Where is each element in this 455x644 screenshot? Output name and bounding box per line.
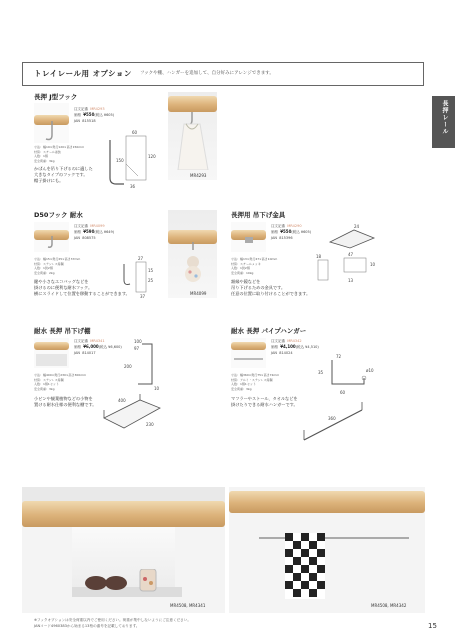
product-thumbnail (231, 338, 266, 368)
svg-text:24: 24 (354, 224, 360, 229)
product-title: 長押 J型フック (34, 93, 78, 101)
hanger-isometric-drawing (300, 400, 380, 444)
svg-text:97: 97 (134, 346, 140, 351)
hanger-clip-icon (243, 237, 255, 247)
product-thumbnail (34, 222, 69, 252)
svg-text:27: 27 (138, 256, 144, 261)
svg-text:35: 35 (318, 370, 324, 375)
svg-text:360: 360 (328, 416, 336, 421)
dimension-drawing (118, 256, 162, 300)
hook-icon (42, 121, 62, 143)
page-subtitle: フックや棚、ハンガーを追加して、自分好みにアレンジできます。 (140, 71, 274, 76)
product-thumbnail (34, 338, 69, 368)
product-notes: 寸法：幅19×奥行120×高さ150mm 材質：スチール塗装 入数：1個 安全荷重：3kg (34, 145, 85, 163)
svg-text:47: 47 (348, 252, 354, 257)
product-spec: 注文記番 MR4290 価格 ¥550(税込 ¥605) JAN 815396 (271, 224, 312, 240)
product-description: 鍵や小さなエコバッグなどを 掛けるのに便利な耐水フック。 横にスライドして位置を移動することができます。 (34, 279, 130, 297)
product-title: 長押用 吊下げ金具 (231, 211, 286, 219)
footnotes: ※フックオプションは安全荷重以内でご使用ください。荷重が集中しないようにご注意ください。 JANコード4960383から始まる13桁の番号を記載しております。 (34, 618, 191, 628)
product-spec: 注文記番 MR4342 価格 ¥4,100(税込 ¥4,510) JAN 814024 (271, 339, 319, 355)
dimension-drawing-side (312, 252, 392, 288)
svg-text:200: 200 (124, 364, 132, 369)
svg-text:120: 120 (148, 154, 156, 159)
product-description: 小ビンや観葉植物などの小物を 置ける耐水仕様の便利な棚です。 (34, 396, 97, 408)
svg-text:230: 230 (146, 422, 154, 427)
product-photo: MR4293 (168, 92, 217, 180)
page-title: トレイレール用 オプション (34, 69, 132, 78)
product-photo: MR4099 (168, 210, 217, 298)
product-description: かばんを吊り下げるのに適した 大きなタイプのフックです。 帽子掛けにも。 (34, 166, 93, 184)
svg-text:100: 100 (134, 339, 142, 344)
svg-text:37: 37 (140, 294, 146, 299)
dimension-drawing (310, 350, 376, 398)
product-notes: 寸法：幅360×奥行75×高さ72mm 材質：アルミ・ステンレス鋳鋼 入数：1個1セット 安全荷重：3kg (231, 373, 280, 391)
product-thumbnail (231, 222, 266, 252)
svg-text:72: 72 (336, 354, 342, 359)
product-description: 額縁や鏡などを 吊り下げるための金具です。 任意の位置に取り付けることができます。 (231, 279, 311, 297)
product-title: 耐水 長押 パイプハンガー (231, 327, 307, 335)
product-notes: 寸法：幅13×奥行47×高さ10mm 材質：スチールメッキ 入数：1袋2個 安全荷重：10kg (231, 257, 278, 275)
product-spec: 注文記番 MR4341 価格 ¥6,000(税込 ¥6,600) JAN 814017 (74, 339, 122, 355)
svg-text:150: 150 (116, 158, 124, 163)
product-description: マフラーやストール、タオルなどを 掛けたりできる耐水ハンガーです。 (231, 396, 298, 408)
page-number: 15 (428, 622, 437, 630)
svg-text:10: 10 (370, 262, 376, 267)
dimension-drawing (112, 338, 164, 392)
hook-icon (44, 236, 60, 252)
lifestyle-photo-shelf: MR4508, MR4341 (22, 487, 225, 613)
shelf-isometric-drawing (100, 392, 166, 432)
svg-text:36: 36 (130, 184, 136, 189)
product-thumbnail (34, 103, 69, 143)
svg-text:60: 60 (340, 390, 346, 395)
svg-text:13: 13 (348, 278, 354, 283)
product-title: D50フック 耐水 (34, 211, 83, 219)
svg-text:15: 15 (148, 268, 154, 273)
svg-text:ø10: ø10 (366, 368, 374, 373)
product-spec: 注文記番 MR4293 価格 ¥550(税込 ¥605) JAN 815518 (74, 107, 115, 123)
svg-text:60: 60 (132, 130, 138, 135)
svg-text:400: 400 (118, 398, 126, 403)
product-notes: 寸法：幅15×奥行25×高さ37mm 材質：ステンレス鋳鋼 入数：1袋2個 安全荷重：2kg (34, 257, 81, 275)
svg-text:18: 18 (316, 254, 322, 259)
svg-text:25: 25 (148, 278, 154, 283)
dimension-drawing (102, 128, 166, 190)
product-notes: 寸法：幅400×奥行230×高さ300mm 材質：ステンレス鋳鋼 入数：1個1セット 安全荷重：3kg (34, 373, 87, 391)
side-tab-label: 長押レール (441, 100, 448, 135)
dimension-drawing (324, 220, 384, 250)
svg-text:10: 10 (154, 386, 160, 391)
product-title: 耐水 長押 吊下げ棚 (34, 327, 91, 335)
product-spec: 注文記番 MR4099 価格 ¥590(税込 ¥649) JAN 808575 (74, 224, 115, 240)
lifestyle-photo-hanger: MR4508, MR4342 (229, 487, 425, 613)
